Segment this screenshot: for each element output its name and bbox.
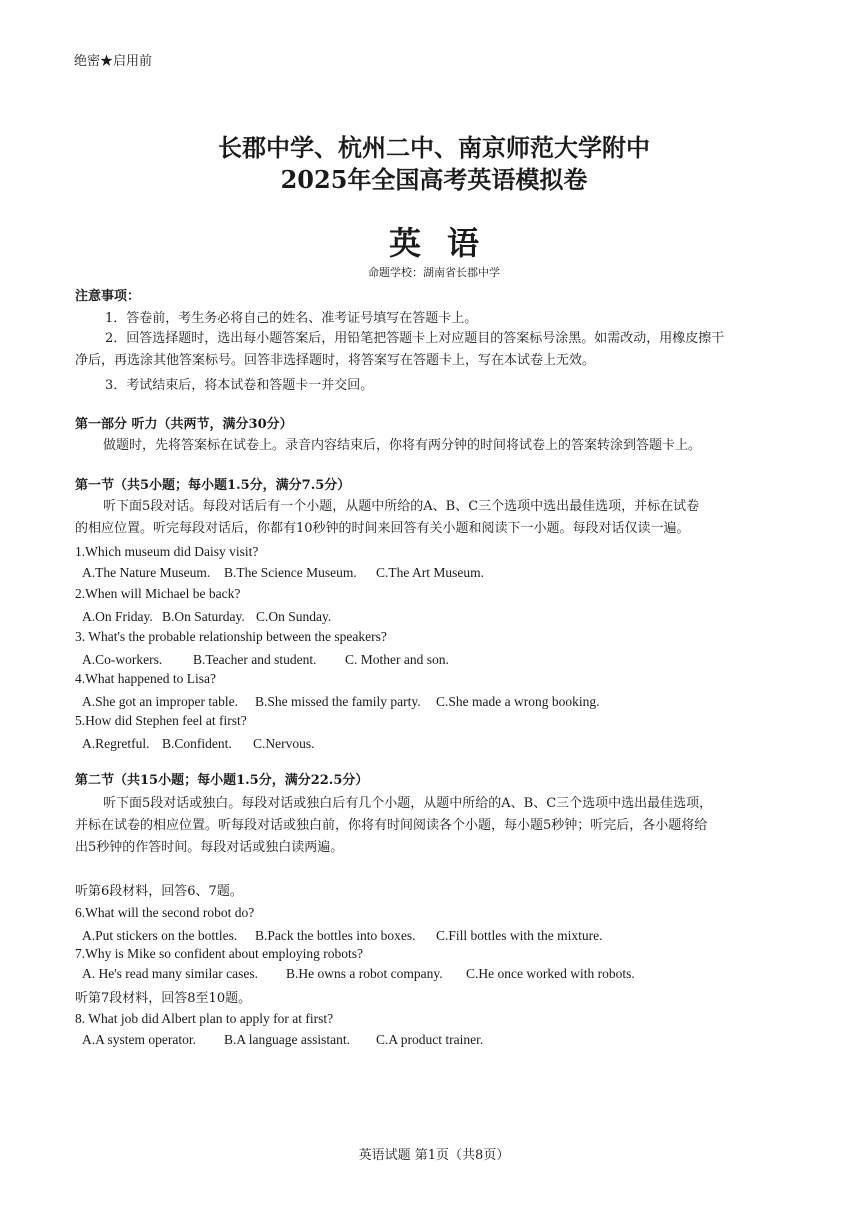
setting-school: 命题学校：湖南省长郡中学 xyxy=(368,266,500,279)
section1-instruction-line2: 的相应位置。听完每段对话后，你都有10秒钟的时间来回答有关小题和阅读下一小题。每段对话仅读一遍。 xyxy=(75,521,690,536)
question-7-option-a: A. He's read many similar cases. xyxy=(82,966,259,981)
question-1-option-a: A.The Nature Museum. xyxy=(82,565,211,580)
exam-title-line1: 长郡中学、杭州二中、南京师范大学附中 xyxy=(218,133,650,162)
part1-instruction: 做题时，先将答案标在试卷上。录音内容结束后，你将有两分钟的时间将试卷上的答案转涂到答题卡上。 xyxy=(103,438,702,453)
question-3-option-c: C. Mother and son. xyxy=(345,652,449,667)
question-8: 8. What job did Albert plan to apply for at first? xyxy=(75,1011,334,1026)
confidential-mark: 绝密★启用前 xyxy=(74,54,153,69)
question-1-option-b: B.The Science Museum. xyxy=(224,565,357,580)
question-2-option-b: B.On Saturday. xyxy=(162,609,245,624)
question-5-option-c: C.Nervous. xyxy=(253,736,315,751)
question-1-option-c: C.The Art Museum. xyxy=(376,565,484,580)
question-6: 6.What will the second robot do? xyxy=(75,905,255,920)
page-footer: 英语试题 第1页（共8页） xyxy=(358,1148,510,1163)
notice-item-2-line2: 净后，再选涂其他答案标号。回答非选择题时，将答案写在答题卡上，写在本试卷上无效。 xyxy=(75,353,596,368)
material-6-intro: 听第6段材料，回答6、7题。 xyxy=(75,884,243,899)
question-5: 5.How did Stephen feel at first? xyxy=(75,713,247,728)
material-7-intro: 听第7段材料，回答8至10题。 xyxy=(75,991,252,1006)
question-8-option-a: A.A system operator. xyxy=(82,1032,196,1047)
section2-instruction-line3: 出5秒钟的作答时间。每段对话或独白读两遍。 xyxy=(75,840,344,855)
question-6-option-b: B.Pack the bottles into boxes. xyxy=(255,928,416,943)
section1-instruction-line1: 听下面5段对话。每段对话后有一个小题，从题中所给的A、B、C三个选项中选出最佳选项，并标在试卷 xyxy=(103,499,700,514)
question-3-option-a: A.Co-workers. xyxy=(82,652,163,667)
question-5-option-a: A.Regretful. xyxy=(82,736,150,751)
question-2-option-a: A.On Friday. xyxy=(82,609,153,624)
question-4-option-b: B.She missed the family party. xyxy=(255,694,421,709)
question-6-option-c: C.Fill bottles with the mixture. xyxy=(436,928,603,943)
notice-item-2-line1: 2．回答选择题时，选出每小题答案后，用铅笔把答题卡上对应题目的答案标号涂黑。如需改动，用橡皮擦干 xyxy=(105,331,725,346)
question-7-option-c: C.He once worked with robots. xyxy=(466,966,635,981)
notice-item-3: 3．考试结束后，将本试卷和答题卡一并交回。 xyxy=(105,378,374,393)
question-4-option-a: A.She got an improper table. xyxy=(82,694,238,709)
question-1: 1.Which museum did Daisy visit? xyxy=(75,544,259,559)
section1-heading: 第一节（共5小题；每小题1.5分，满分7.5分） xyxy=(75,478,351,493)
question-8-option-c: C.A product trainer. xyxy=(376,1032,484,1047)
part1-heading: 第一部分 听力（共两节，满分30分） xyxy=(75,417,293,432)
question-7-option-b: B.He owns a robot company. xyxy=(286,966,443,981)
question-7: 7.Why is Mike so confident about employing robots? xyxy=(75,946,363,961)
section2-instruction-line1: 听下面5段对话或独白。每段对话或独白后有几个小题，从题中所给的A、B、C三个选项中选出最佳选项， xyxy=(103,796,713,811)
question-3-option-b: B.Teacher and student. xyxy=(193,652,317,667)
question-8-option-b: B.A language assistant. xyxy=(224,1032,350,1047)
question-4-option-c: C.She made a wrong booking. xyxy=(436,694,600,709)
question-4: 4.What happened to Lisa? xyxy=(75,671,216,686)
section2-instruction-line2: 并标在试卷的相应位置。听每段对话或独白前，你将有时间阅读各个小题，每小题5秒钟；听完后，各小题将给 xyxy=(75,818,708,833)
subject-title: 英语 xyxy=(388,224,505,262)
question-5-option-b: B.Confident. xyxy=(162,736,232,751)
question-2-option-c: C.On Sunday. xyxy=(256,609,332,624)
notice-heading: 注意事项： xyxy=(75,289,141,304)
question-6-option-a: A.Put stickers on the bottles. xyxy=(82,928,238,943)
notice-item-1: 1．答卷前，考生务必将自己的姓名、准考证号填写在答题卡上。 xyxy=(105,311,478,326)
question-3: 3. What's the probable relationship between the speakers? xyxy=(75,629,387,644)
exam-title-line2: 2025年全国高考英语模拟卷 xyxy=(280,165,588,194)
question-2: 2.When will Michael be back? xyxy=(75,586,241,601)
section2-heading: 第二节（共15小题；每小题1.5分，满分22.5分） xyxy=(75,773,369,788)
